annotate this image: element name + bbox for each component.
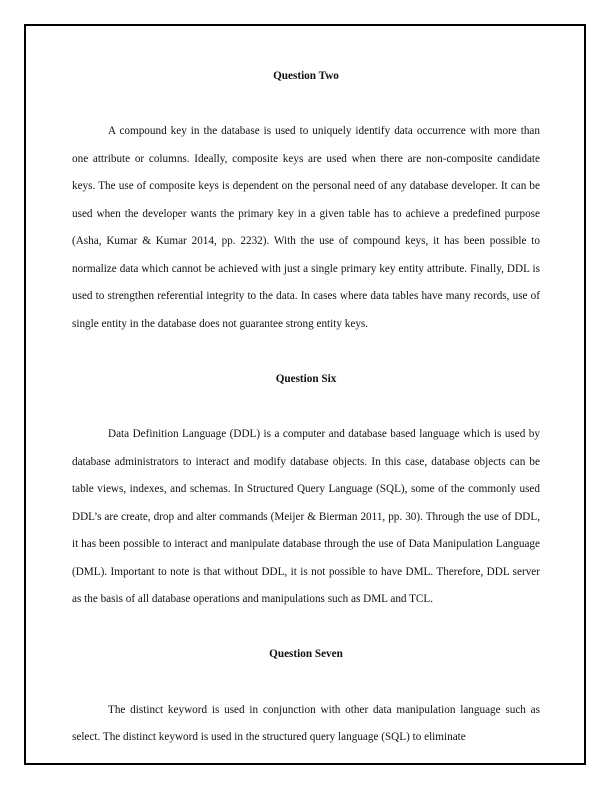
- document-body: [72, 63, 540, 752]
- spacer: [72, 669, 540, 697]
- heading-question-six: Question Six: [275, 373, 337, 386]
- paragraph-question-seven: The distinct keyword is used in conjunction with other data manipulation language such as select. The distinct keyword is used in the structured query language (SQL) to eliminate: [72, 703, 540, 744]
- spacer: [72, 338, 540, 366]
- heading-question-seven: Question Seven: [269, 648, 343, 661]
- heading-question-two: Question Two: [273, 70, 339, 82]
- paragraph-question-six: Data Definition Language (DDL) is a computer and database based language which is used by database administrators to interact and modify database objects. In this case, database objects can be table views, indexes, and schemas. In Structured Query Language (SQL), some of the commonly used DDL’s are create, drop and alter commands (Meijer & Bierman 2011, pp. 30). Through the use of DDL, it has been possible to interact and manipulate database through the use of Data Manipulation Language (DML). Important to note is that without DDL, it is not possible to have DML. Therefore, DDL server as the basis of all database operations and manipulations such as DML and TCL.: [72, 428, 540, 606]
- spacer: [72, 614, 540, 642]
- spacer: [72, 91, 540, 119]
- paragraph-question-two: A compound key in the database is used to uniquely identify data occurrence with more than one attribute or columns. Ideally, composite keys are used when there are non-composite candidate keys. The use of composite keys is dependent on the personal need of any database developer. It can be used when the developer wants the primary key in a given table has to achieve a predefined purpose (Asha, Kumar & Kumar 2014, pp. 2232). With the use of compound keys, it has been possible to normalize data which cannot be achieved with just a single primary key entity attribute. Finally, DDL is used to strengthen referential integrity to the data. In cases where data tables have many records, use of single entity in the database does not guarantee strong entity keys.: [72, 125, 540, 330]
- spacer: [72, 394, 540, 422]
